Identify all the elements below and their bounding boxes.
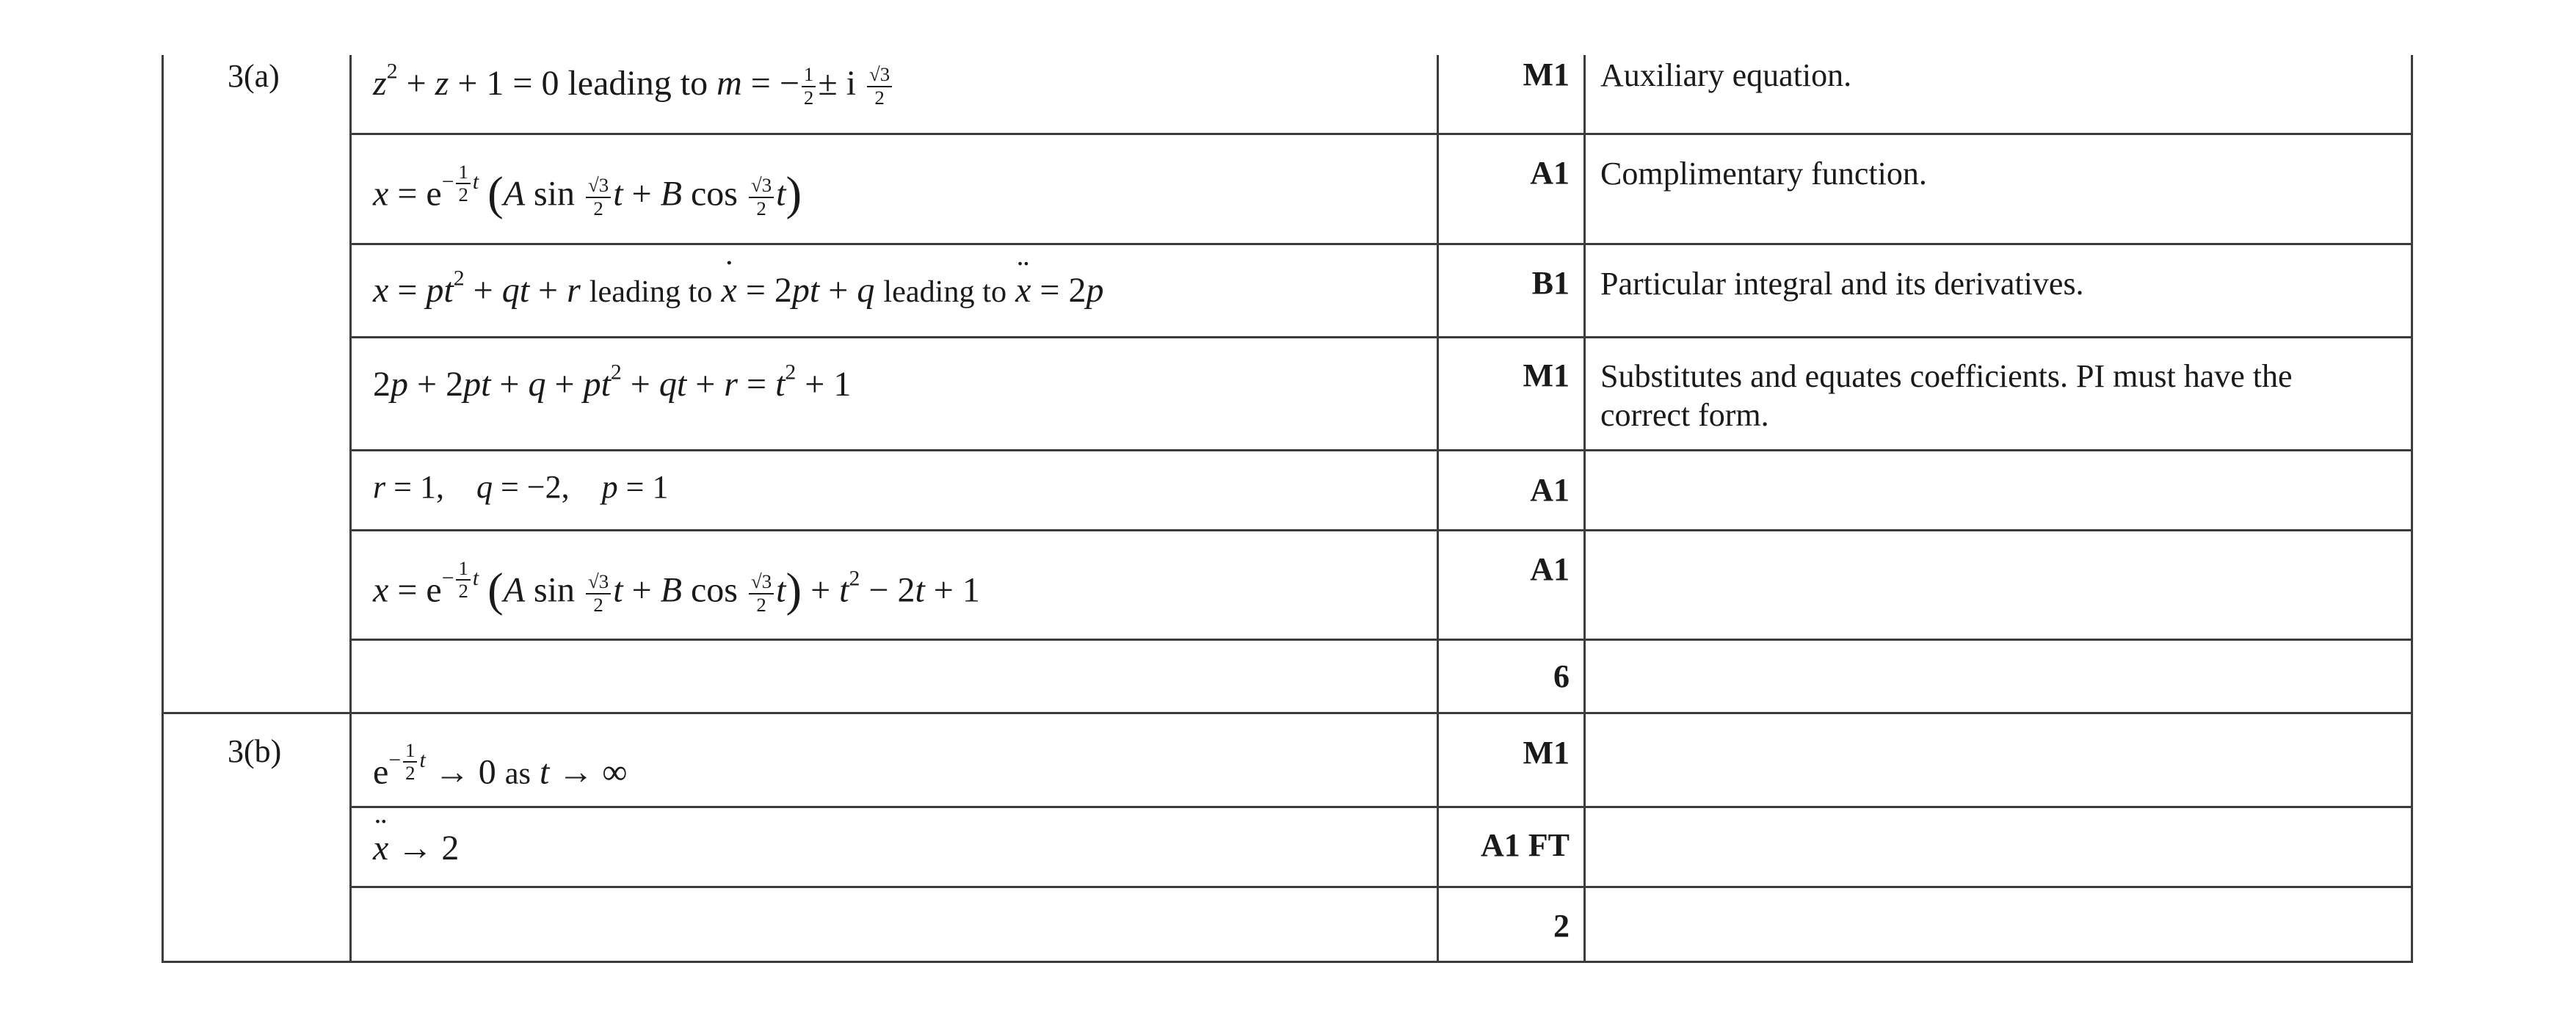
- mark-label: M1: [1523, 57, 1570, 92]
- guidance-text: Auxiliary equation.: [1600, 57, 1852, 93]
- table-border-bottom: [162, 961, 2413, 963]
- answer-acceleration-limit: ¨ x → 2: [373, 828, 459, 868]
- mark-label: M1: [1523, 357, 1570, 393]
- answer-exponential-limit: $e^{- \frac{1}{2} t} \to 0$ as t → ∞: [373, 739, 628, 792]
- answer-complementary-function: $x = e^{- \frac{1}{2} t}$ (A sin $\frac{√3}{2}$ t + B cos $\frac{√3}{2}$ t): [373, 161, 802, 220]
- answer-coefficients: r = 1, q = −2, p = 1: [373, 469, 669, 505]
- question-label-3a: 3(a): [228, 58, 280, 94]
- answer-auxiliary-equation: $z^2 + z + 1 = 0$ leading to m = − $\frac{1}{2}$ ± i $\frac{√3}{2}$: [373, 63, 894, 109]
- row-rule: [349, 336, 2413, 338]
- section-rule: [162, 712, 2413, 714]
- row-rule: [349, 886, 2413, 888]
- value-q: −2: [526, 469, 562, 505]
- leading-to-text: leading to: [567, 64, 708, 103]
- mark-label: A1: [1530, 551, 1570, 587]
- table-border-left: [162, 55, 164, 963]
- value-p: 1: [652, 469, 669, 505]
- mark-label: M1: [1523, 735, 1570, 771]
- row-rule: [349, 806, 2413, 808]
- question-label-3b: 3(b): [228, 733, 282, 769]
- table-border-right: [2411, 55, 2413, 963]
- mark-label: A1 FT: [1481, 827, 1570, 863]
- guidance-text: Substitutes and equates coefficients. PI must have the correct form.: [1600, 358, 2293, 433]
- row-rule: [349, 133, 2413, 135]
- answer-particular-integral: $x = pt^2$ + qt + r leading to ˙ x = 2pt + q leading to ¨ x = 2p: [373, 270, 1103, 310]
- answer-general-solution: $x = e^{- \frac{1}{2} t}$ (A sin $\frac{√3}{2}$ t + B cos $\frac{√3}{2}$ $t) + t^2 - 2t + 1$: [373, 557, 980, 617]
- column-rule-answer: [349, 55, 352, 963]
- as-text: as: [504, 756, 531, 791]
- leading-to-text: leading to: [589, 275, 713, 309]
- row-rule: [349, 243, 2413, 245]
- column-rule-guidance: [1583, 55, 1586, 963]
- mark-label: A1: [1530, 155, 1570, 191]
- guidance-text: Particular integral and its derivatives.: [1600, 266, 2084, 302]
- guidance-text: Complimentary function.: [1600, 156, 1927, 192]
- mark-total: 2: [1553, 908, 1570, 944]
- mark-label: B1: [1531, 265, 1570, 301]
- leading-to-text: leading to: [883, 275, 1007, 309]
- mark-total: 6: [1553, 658, 1570, 694]
- mark-label: A1: [1530, 472, 1570, 508]
- value-r: 1: [419, 469, 436, 505]
- row-rule: [349, 639, 2413, 641]
- row-rule: [349, 449, 2413, 451]
- answer-substitution: $2p + 2pt + q + pt^2$ + qt + $r = t^2 + 1$: [373, 360, 852, 404]
- row-rule: [349, 529, 2413, 531]
